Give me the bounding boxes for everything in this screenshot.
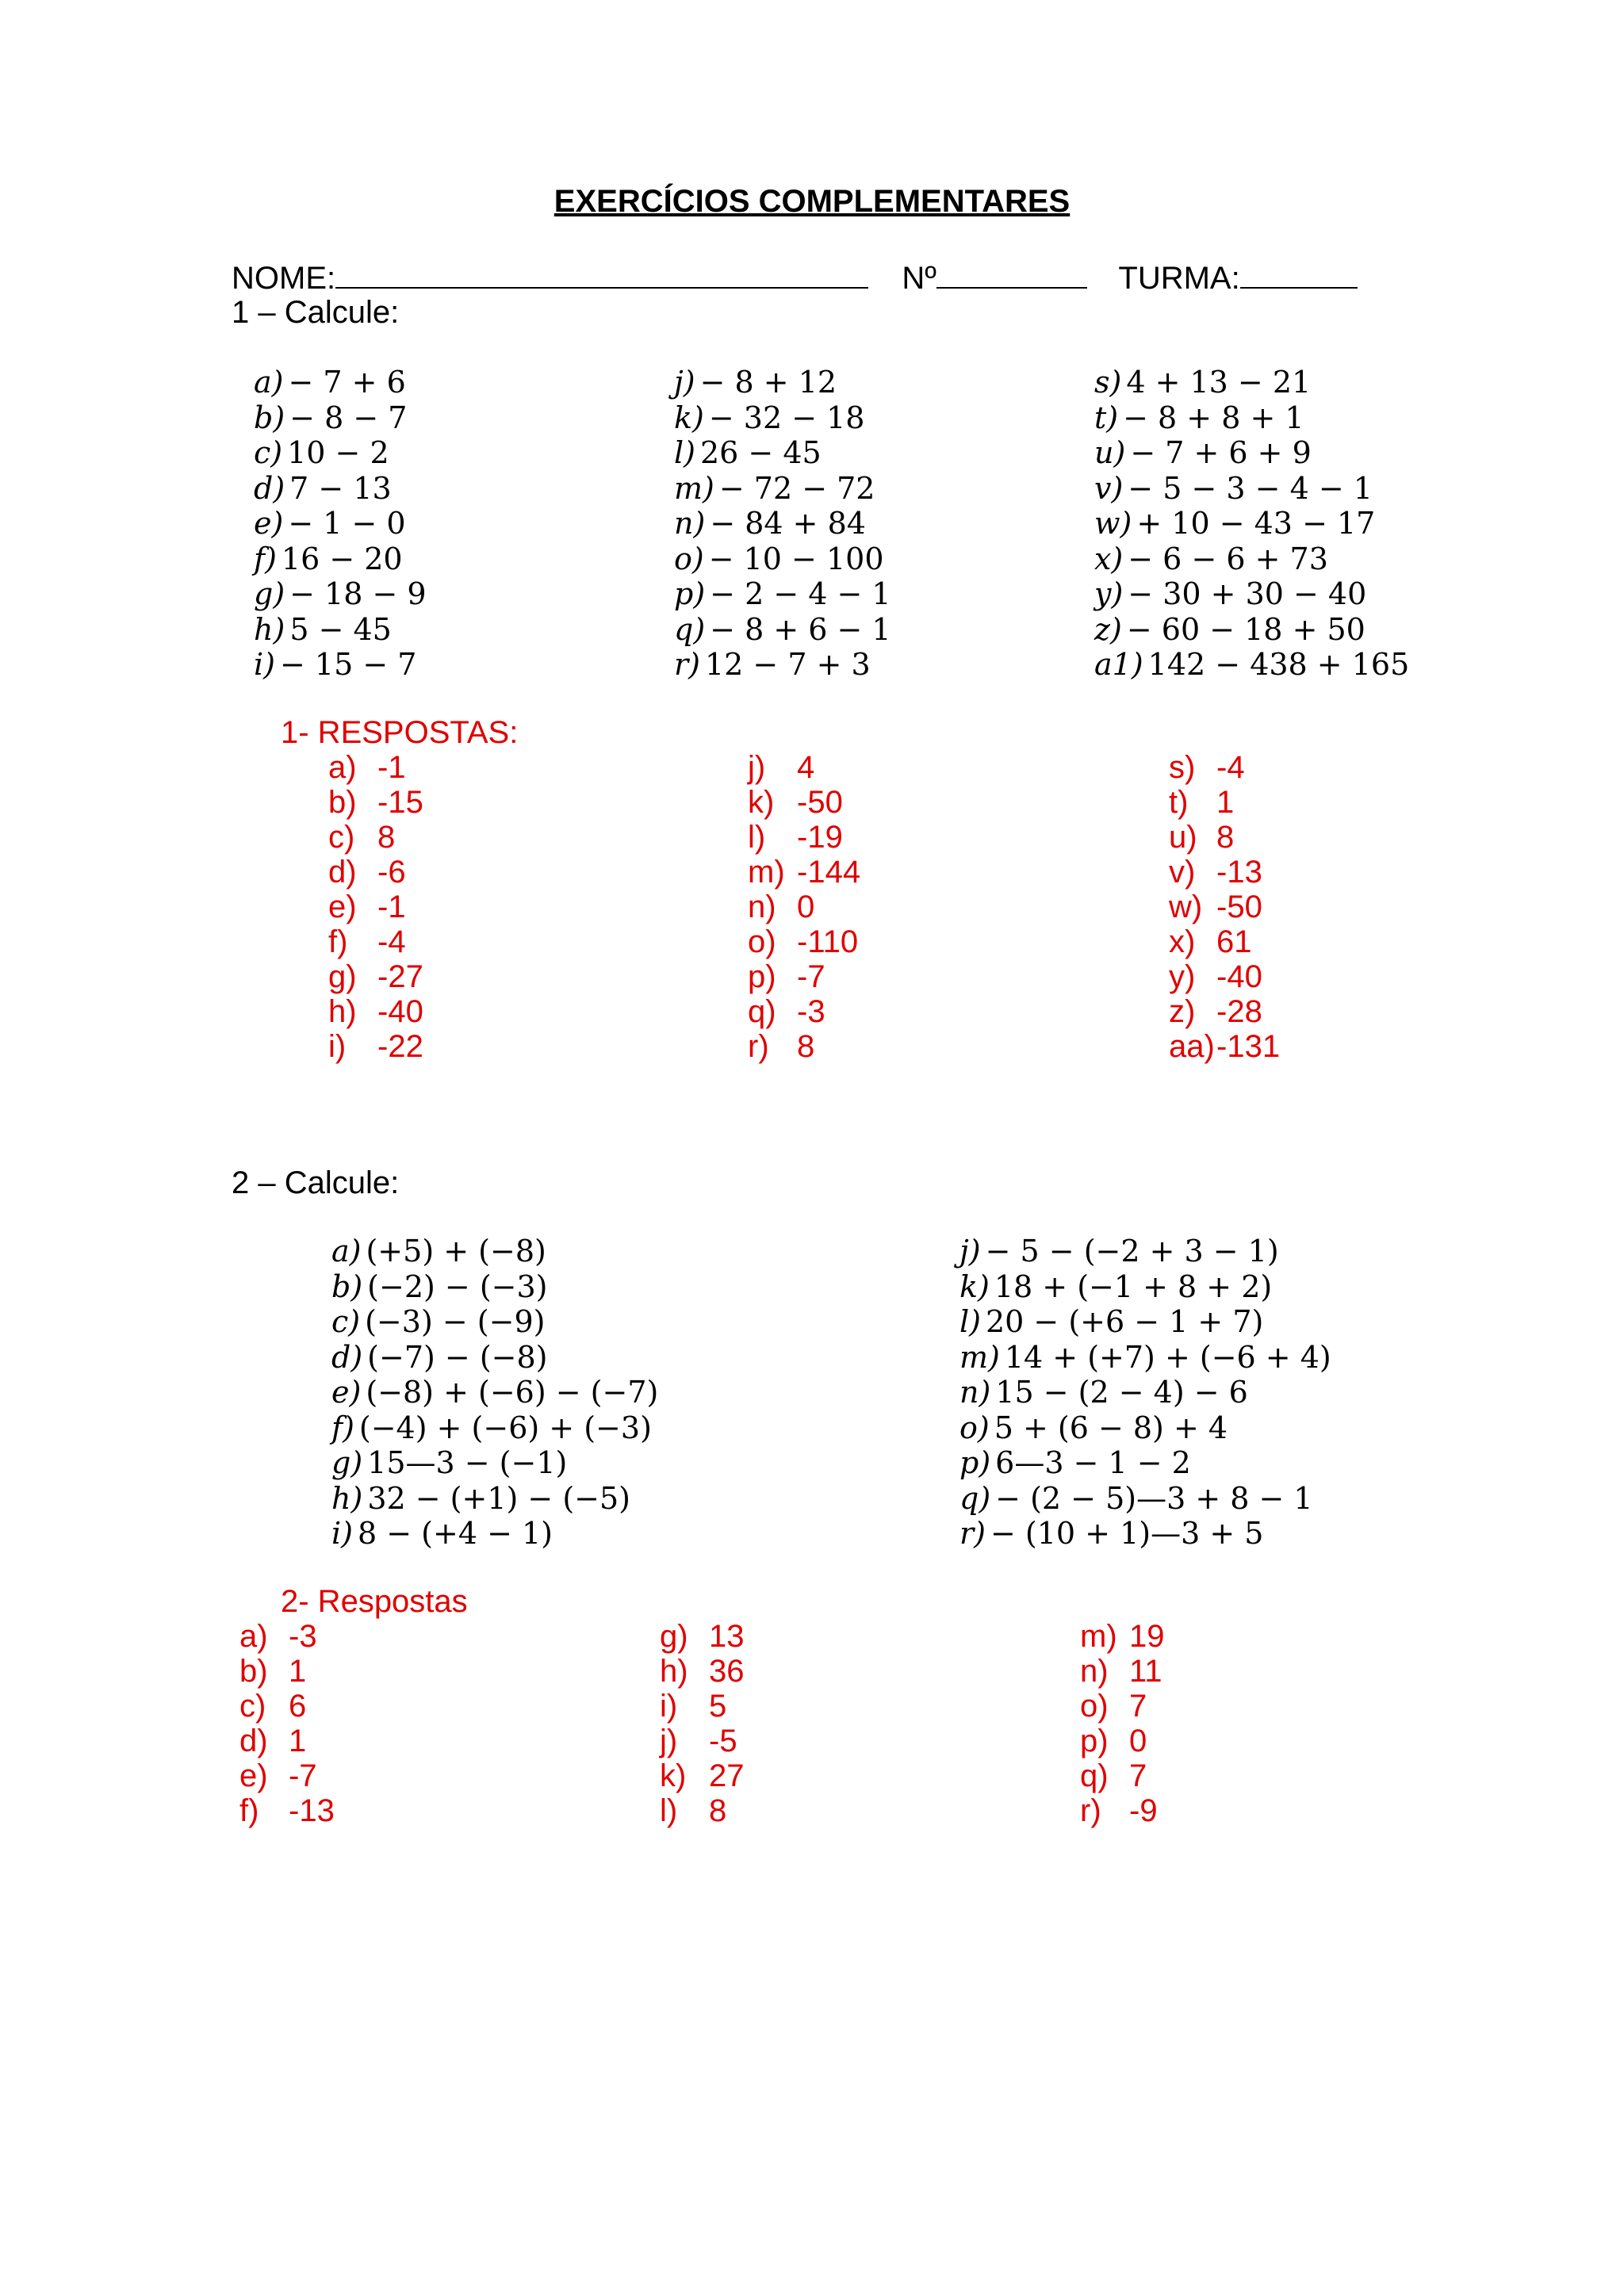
- exercise-expression: 18 + (−1 + 8 + 2): [994, 1269, 1273, 1304]
- exercise-expression: + 10 − 43 − 17: [1136, 506, 1376, 541]
- answer-value: -131: [1216, 1029, 1281, 1064]
- answer-value: 1: [289, 1724, 307, 1758]
- answer-value: -5: [709, 1724, 737, 1758]
- q1-column-2: [674, 365, 891, 683]
- exercise-expression: − 2 − 4 − 1: [710, 576, 891, 611]
- answer-item: [748, 924, 860, 959]
- answer-label: h): [328, 994, 357, 1029]
- exercise-label: j): [674, 365, 695, 400]
- exercise-expression: 142 − 438 + 165: [1147, 647, 1410, 682]
- answer-item: [748, 994, 860, 1029]
- answer-item: [660, 1793, 745, 1828]
- answer-label: m): [1080, 1619, 1117, 1654]
- answer-value: 8: [709, 1793, 727, 1828]
- exercise-item: [254, 576, 427, 612]
- answer-label: a): [239, 1619, 268, 1654]
- exercise-item: [254, 541, 427, 577]
- exercise-item: [254, 435, 427, 471]
- exercise-label: o): [959, 1410, 990, 1445]
- answer-label: z): [1169, 994, 1196, 1029]
- a1-title: 1- RESPOSTAS:: [281, 715, 519, 750]
- exercise-expression: (−2) − (−3): [367, 1269, 548, 1304]
- exercise-label: l): [674, 435, 695, 470]
- answer-label: p): [748, 959, 776, 994]
- answer-item: [660, 1619, 745, 1654]
- answer-label: b): [239, 1654, 268, 1689]
- exercise-label: j): [959, 1234, 981, 1269]
- exercise-label: g): [331, 1445, 363, 1480]
- exercise-expression: 15 − (2 − 4) − 6: [995, 1375, 1248, 1410]
- answer-item: [1169, 820, 1280, 855]
- exercise-item: [1094, 471, 1409, 507]
- exercise-expression: − 32 − 18: [708, 400, 865, 435]
- exercise-expression: − 10 − 100: [708, 541, 884, 576]
- exercise-expression: − 8 + 8 + 1: [1123, 400, 1304, 435]
- exercise-label: q): [674, 611, 706, 647]
- answer-label: t): [1169, 785, 1189, 820]
- exercise-label: w): [1094, 506, 1132, 541]
- q1-column-1: [254, 365, 427, 683]
- answer-item: [239, 1619, 335, 1654]
- exercise-item: [1094, 400, 1409, 436]
- answer-item: [1080, 1793, 1165, 1828]
- answer-value: -13: [289, 1793, 335, 1828]
- exercise-item: [1094, 365, 1409, 400]
- exercise-item: [254, 400, 427, 436]
- answer-value: 0: [797, 890, 815, 924]
- exercise-label: d): [331, 1339, 363, 1375]
- answer-value: -40: [1216, 959, 1262, 994]
- exercise-item: [674, 435, 891, 471]
- turma-label: TURMA:: [1118, 261, 1240, 296]
- answer-label: o): [748, 924, 776, 959]
- answer-value: -50: [797, 785, 843, 820]
- exercise-expression: 8 − (+4 − 1): [357, 1516, 553, 1551]
- exercise-label: a): [331, 1234, 362, 1269]
- answer-item: [748, 785, 860, 820]
- exercise-expression: 5 + (6 − 8) + 4: [994, 1410, 1228, 1445]
- answer-value: -40: [377, 994, 423, 1029]
- exercise-label: b): [254, 400, 285, 435]
- answer-label: d): [239, 1724, 268, 1758]
- a2-column-2: [660, 1619, 745, 1828]
- answer-label: l): [748, 820, 766, 855]
- nome-field[interactable]: [335, 258, 868, 289]
- answer-item: [1169, 924, 1280, 959]
- exercise-item: [959, 1269, 1331, 1305]
- answer-item: [660, 1758, 745, 1793]
- answer-item: [1169, 785, 1280, 820]
- exercise-label: t): [1094, 400, 1119, 435]
- answer-value: 7: [1129, 1689, 1147, 1724]
- exercise-expression: 4 + 13 − 21: [1126, 365, 1312, 400]
- answer-value: -50: [1216, 890, 1262, 924]
- answer-item: [328, 994, 423, 1029]
- answer-label: k): [748, 785, 775, 820]
- answer-value: 1: [1216, 785, 1235, 820]
- exercise-expression: 12 − 7 + 3: [705, 647, 871, 682]
- answer-item: [1080, 1619, 1165, 1654]
- exercise-item: [674, 400, 891, 436]
- answer-label: j): [748, 750, 766, 785]
- answer-value: 7: [1129, 1758, 1147, 1793]
- exercise-item: [959, 1340, 1331, 1376]
- exercise-label: s): [1094, 365, 1122, 400]
- answer-value: 8: [1216, 820, 1235, 855]
- answer-label: w): [1169, 890, 1203, 924]
- answer-value: -22: [377, 1029, 423, 1064]
- answer-value: -15: [377, 785, 423, 820]
- exercise-label: r): [674, 647, 700, 682]
- exercise-item: [959, 1516, 1331, 1552]
- exercise-label: k): [959, 1269, 990, 1304]
- exercise-expression: 10 − 2: [287, 435, 389, 470]
- exercise-expression: − 18 − 9: [289, 576, 427, 611]
- exercise-item: [1094, 435, 1409, 471]
- answer-value: -3: [797, 994, 825, 1029]
- exercise-label: z): [1094, 611, 1122, 647]
- answer-item: [748, 855, 860, 890]
- answer-value: -19: [797, 820, 843, 855]
- exercise-expression: 14 + (+7) + (−6 + 4): [1004, 1339, 1331, 1375]
- q1-column-3: [1094, 365, 1409, 683]
- exercise-expression: 32 − (+1) − (−5): [367, 1480, 630, 1516]
- exercise-expression: − 7 + 6: [288, 365, 406, 400]
- answer-item: [748, 890, 860, 924]
- exercise-label: d): [254, 470, 285, 506]
- exercise-label: u): [1094, 435, 1126, 470]
- exercise-label: c): [254, 435, 283, 470]
- answer-value: 36: [709, 1654, 745, 1689]
- answer-item: [239, 1758, 335, 1793]
- answer-label: i): [328, 1029, 347, 1064]
- a1-column-1: [328, 750, 423, 1064]
- exercise-item: [674, 612, 891, 648]
- exercise-label: x): [1094, 541, 1124, 576]
- exercise-item: [674, 576, 891, 612]
- exercise-item: [254, 471, 427, 507]
- answer-value: 61: [1216, 924, 1252, 959]
- answer-item: [239, 1689, 335, 1724]
- exercise-label: i): [331, 1516, 353, 1551]
- exercise-label: k): [674, 400, 704, 435]
- exercise-expression: − 6 − 6 + 73: [1128, 541, 1328, 576]
- exercise-item: [1094, 647, 1409, 683]
- answer-value: 19: [1129, 1619, 1165, 1654]
- answer-value: 27: [709, 1758, 745, 1793]
- answer-label: r): [748, 1029, 769, 1064]
- answer-label: j): [660, 1724, 678, 1758]
- answer-label: x): [1169, 924, 1196, 959]
- exercise-expression: (+5) + (−8): [366, 1234, 546, 1269]
- exercise-label: r): [959, 1516, 986, 1551]
- answer-value: -28: [1216, 994, 1262, 1029]
- answer-value: -3: [289, 1619, 317, 1654]
- exercise-item: [959, 1410, 1331, 1446]
- a2-column-3: [1080, 1619, 1165, 1828]
- exercise-expression: (−8) + (−6) − (−7): [366, 1375, 659, 1410]
- answer-label: p): [1080, 1724, 1109, 1758]
- answer-value: -7: [289, 1758, 317, 1793]
- answer-item: [1169, 994, 1280, 1029]
- exercise-label: p): [674, 576, 706, 611]
- exercise-item: [331, 1375, 658, 1410]
- answer-label: q): [1080, 1758, 1109, 1793]
- exercise-item: [1094, 612, 1409, 648]
- answer-value: 11: [1129, 1654, 1162, 1689]
- answer-value: 13: [709, 1619, 745, 1654]
- exercise-item: [1094, 506, 1409, 541]
- exercise-expression: − 5 − 3 − 4 − 1: [1128, 470, 1373, 506]
- answer-item: [1169, 1029, 1280, 1064]
- exercise-expression: 5 − 45: [289, 611, 392, 647]
- answer-item: [748, 750, 860, 785]
- exercise-expression: − (2 − 5)—3 + 8 − 1: [995, 1480, 1313, 1516]
- exercise-label: h): [254, 611, 285, 647]
- exercise-item: [674, 471, 891, 507]
- answer-label: m): [748, 855, 785, 890]
- answer-value: 8: [797, 1029, 815, 1064]
- answer-value: -6: [377, 855, 406, 890]
- answer-item: [239, 1724, 335, 1758]
- answer-value: 8: [377, 820, 396, 855]
- exercise-label: c): [331, 1304, 361, 1339]
- answer-label: a): [328, 750, 357, 785]
- exercise-label: e): [254, 506, 284, 541]
- exercise-item: [959, 1234, 1331, 1269]
- turma-field[interactable]: [1240, 258, 1358, 289]
- answer-label: f): [328, 924, 348, 959]
- answer-item: [328, 785, 423, 820]
- exercise-label: a): [254, 365, 284, 400]
- exercise-expression: 15—3 − (−1): [367, 1445, 568, 1480]
- exercise-label: m): [959, 1339, 1000, 1375]
- answer-value: 5: [709, 1689, 727, 1724]
- answer-value: -13: [1216, 855, 1262, 890]
- exercise-expression: 20 − (+6 − 1 + 7): [985, 1304, 1264, 1339]
- answer-item: [239, 1793, 335, 1828]
- exercise-item: [959, 1481, 1331, 1517]
- exercise-item: [331, 1304, 658, 1340]
- exercise-item: [959, 1445, 1331, 1481]
- exercise-item: [331, 1516, 658, 1552]
- answer-item: [1080, 1724, 1165, 1758]
- exercise-item: [331, 1481, 658, 1517]
- exercise-label: h): [331, 1480, 363, 1516]
- exercise-item: [674, 541, 891, 577]
- answer-label: g): [660, 1619, 688, 1654]
- answer-value: 0: [1129, 1724, 1147, 1758]
- exercise-expression: − 8 − 7: [289, 400, 408, 435]
- answer-value: -144: [797, 855, 861, 890]
- exercise-label: i): [254, 647, 275, 682]
- exercise-label: q): [959, 1480, 991, 1516]
- exercise-expression: 26 − 45: [699, 435, 822, 470]
- answer-label: c): [328, 820, 355, 855]
- answer-item: [239, 1654, 335, 1689]
- answer-item: [328, 1029, 423, 1064]
- q2-title: 2 – Calcule:: [232, 1165, 400, 1200]
- exercise-item: [331, 1340, 658, 1376]
- exercise-label: n): [959, 1375, 991, 1410]
- answer-value: -9: [1129, 1793, 1158, 1828]
- answer-item: [660, 1689, 745, 1724]
- exercise-expression: − 5 − (−2 + 3 − 1): [985, 1234, 1279, 1269]
- answer-label: n): [1080, 1654, 1109, 1689]
- exercise-item: [254, 506, 427, 541]
- exercise-item: [331, 1445, 658, 1481]
- answer-value: 6: [289, 1689, 307, 1724]
- answer-label: d): [328, 855, 357, 890]
- page-title: EXERCÍCIOS COMPLEMENTARES: [553, 184, 1071, 219]
- exercise-expression: − 1 − 0: [288, 506, 406, 541]
- a1-column-3: [1169, 750, 1280, 1064]
- exercise-expression: (−7) − (−8): [367, 1339, 548, 1375]
- a2-column-1: [239, 1619, 335, 1828]
- answer-label: l): [660, 1793, 678, 1828]
- answer-item: [748, 820, 860, 855]
- answer-item: [1080, 1758, 1165, 1793]
- exercise-item: [959, 1375, 1331, 1410]
- answer-label: b): [328, 785, 357, 820]
- exercise-item: [1094, 541, 1409, 577]
- answer-label: k): [660, 1758, 687, 1793]
- answer-label: i): [660, 1689, 678, 1724]
- exercise-label: o): [674, 541, 704, 576]
- a1-column-2: [748, 750, 860, 1064]
- answer-label: q): [748, 994, 776, 1029]
- answer-item: [1080, 1689, 1165, 1724]
- exercise-expression: − 8 + 12: [699, 365, 837, 400]
- exercise-item: [1094, 576, 1409, 612]
- exercise-item: [254, 647, 427, 683]
- answer-value: -110: [797, 924, 859, 959]
- answer-value: -4: [1216, 750, 1245, 785]
- exercise-label: n): [674, 506, 706, 541]
- exercise-expression: (−4) + (−6) + (−3): [358, 1410, 652, 1445]
- exercise-item: [331, 1234, 658, 1269]
- exercise-label: a1): [1094, 647, 1143, 682]
- answer-value: -27: [377, 959, 423, 994]
- answer-value: -1: [377, 890, 406, 924]
- answer-item: [748, 1029, 860, 1064]
- exercise-expression: − 15 − 7: [279, 647, 417, 682]
- answer-label: s): [1169, 750, 1196, 785]
- answer-label: e): [328, 890, 357, 924]
- answer-label: v): [1169, 855, 1196, 890]
- exercise-label: m): [674, 470, 714, 506]
- student-header: [232, 258, 1358, 297]
- answer-item: [328, 890, 423, 924]
- exercise-expression: − 7 + 6 + 9: [1130, 435, 1312, 470]
- answer-value: -4: [377, 924, 406, 959]
- numero-label: Nº: [902, 261, 936, 296]
- exercise-expression: − 8 + 6 − 1: [710, 611, 891, 647]
- answer-item: [328, 959, 423, 994]
- answer-label: g): [328, 959, 357, 994]
- exercise-label: v): [1094, 470, 1124, 506]
- exercise-item: [254, 612, 427, 648]
- answer-label: o): [1080, 1689, 1109, 1724]
- exercise-expression: 16 − 20: [281, 541, 403, 576]
- answer-value: 1: [289, 1654, 307, 1689]
- answer-label: h): [660, 1654, 688, 1689]
- answer-item: [328, 855, 423, 890]
- exercise-expression: (−3) − (−9): [365, 1304, 546, 1339]
- exercise-label: p): [959, 1445, 991, 1480]
- answer-label: aa): [1169, 1029, 1215, 1064]
- exercise-item: [674, 365, 891, 400]
- exercise-label: e): [331, 1375, 362, 1410]
- q2-column-2: [959, 1234, 1331, 1552]
- exercise-item: [331, 1269, 658, 1305]
- exercise-expression: − 84 + 84: [710, 506, 866, 541]
- answer-value: 4: [797, 750, 815, 785]
- answer-item: [328, 820, 423, 855]
- answer-label: f): [239, 1793, 259, 1828]
- answer-item: [1169, 855, 1280, 890]
- answer-label: c): [239, 1689, 266, 1724]
- exercise-label: y): [1094, 576, 1124, 611]
- q1-title: 1 – Calcule:: [232, 295, 400, 330]
- answer-item: [748, 959, 860, 994]
- answer-item: [1080, 1654, 1165, 1689]
- exercise-item: [959, 1304, 1331, 1340]
- answer-label: y): [1169, 959, 1196, 994]
- exercise-item: [331, 1410, 658, 1446]
- answer-label: n): [748, 890, 776, 924]
- exercise-label: f): [254, 541, 277, 576]
- answer-item: [1169, 959, 1280, 994]
- q2-column-1: [331, 1234, 658, 1552]
- exercise-expression: − 60 − 18 + 50: [1126, 611, 1365, 647]
- exercise-expression: − (10 + 1)—3 + 5: [990, 1516, 1264, 1551]
- exercise-item: [674, 506, 891, 541]
- answer-label: r): [1080, 1793, 1101, 1828]
- answer-item: [660, 1654, 745, 1689]
- answer-item: [328, 924, 423, 959]
- answer-label: u): [1169, 820, 1197, 855]
- exercise-label: b): [331, 1269, 363, 1304]
- exercise-label: f): [331, 1410, 354, 1445]
- answer-item: [328, 750, 423, 785]
- answer-label: e): [239, 1758, 268, 1793]
- answer-item: [1169, 750, 1280, 785]
- exercise-expression: 6—3 − 1 − 2: [995, 1445, 1191, 1480]
- nome-label: NOME:: [232, 261, 336, 296]
- exercise-item: [254, 365, 427, 400]
- answer-item: [660, 1724, 745, 1758]
- exercise-expression: 7 − 13: [289, 470, 392, 506]
- answer-value: -1: [377, 750, 406, 785]
- exercise-expression: − 72 − 72: [718, 470, 875, 506]
- answer-value: -7: [797, 959, 825, 994]
- exercise-item: [674, 647, 891, 683]
- answer-item: [1169, 890, 1280, 924]
- exercise-expression: − 30 + 30 − 40: [1128, 576, 1367, 611]
- exercise-label: g): [254, 576, 285, 611]
- a2-title: 2- Respostas: [281, 1584, 468, 1619]
- numero-field[interactable]: [936, 258, 1087, 289]
- exercise-label: l): [959, 1304, 981, 1339]
